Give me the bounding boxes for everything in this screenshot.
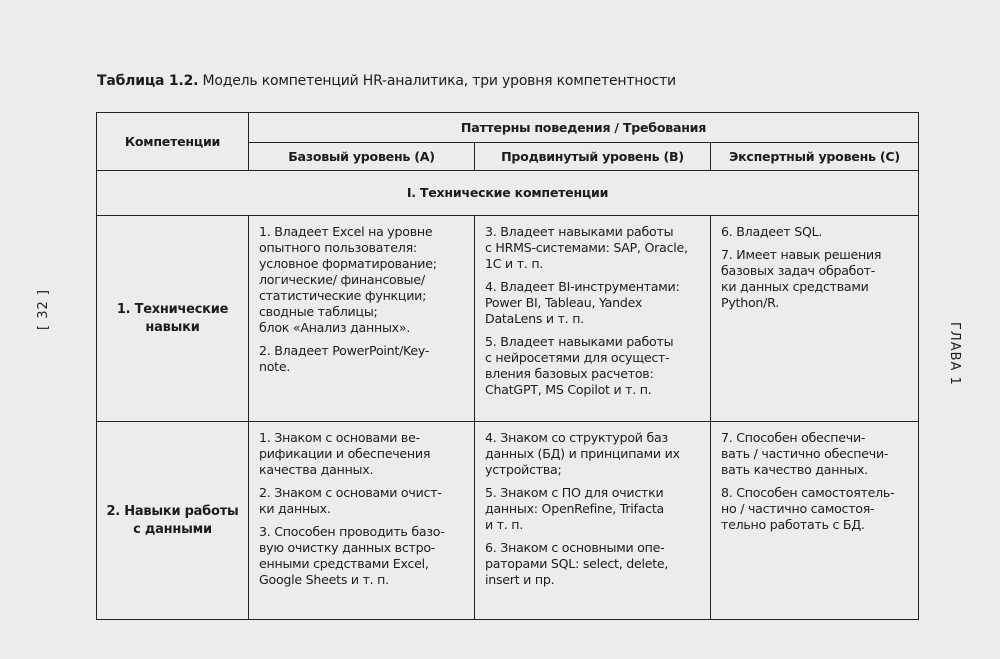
list-item: 7. Имеет навык решения базовых задач обработ- ки данных средствами Python/R. xyxy=(721,247,882,310)
table-row xyxy=(97,216,919,422)
advanced-cell xyxy=(475,422,711,620)
header-level-basic: Базовый уровень (А) xyxy=(249,143,475,171)
list-item: 2. Владеет PowerPoint/Key- note. xyxy=(259,343,430,374)
expert-cell xyxy=(711,216,919,422)
basic-cell xyxy=(249,216,475,422)
row-title xyxy=(97,422,249,620)
caption-text: Модель компетенций HR-аналитика, три уровня компетентности xyxy=(202,73,676,89)
caption-label: Таблица 1.2. xyxy=(97,73,199,89)
list-item: 2. Знаком с основами очист- ки данных. xyxy=(259,485,442,516)
table-caption xyxy=(97,73,676,89)
table-row xyxy=(97,422,919,620)
header-patterns: Паттерны поведения / Требования xyxy=(249,113,919,143)
row-title-text: 2. Навыки работы с данными xyxy=(106,503,239,537)
list-item: 4. Владеет BI-инструментами: Power BI, Tableau, Yandex DataLens и т. п. xyxy=(485,279,680,326)
list-item: 1. Знаком с основами ве- рификации и обеспечения качества данных. xyxy=(259,430,431,477)
header-competencies: Компетенции xyxy=(97,113,249,171)
list-item: 6. Владеет SQL. xyxy=(721,224,823,239)
row-title-text: 1. Технические навыки xyxy=(116,301,229,335)
list-item: 3. Владеет навыками работы с HRMS-системами: SAP, Oracle, 1C и т. п. xyxy=(485,224,688,271)
list-item: 6. Знаком с основными опе- раторами SQL: select, delete, insert и пр. xyxy=(485,540,669,587)
section-header: I. Технические компетенции xyxy=(97,171,919,216)
chapter-label: ГЛАВА 1 xyxy=(947,322,962,386)
list-item: 5. Владеет навыками работы с нейросетями для осущест- вления базовых расчетов: ChatGPT, MS Copilot и т. п. xyxy=(485,334,674,397)
list-item: 5. Знаком с ПО для очистки данных: OpenRefine, Trifacta и т. п. xyxy=(485,485,665,532)
header-level-advanced: Продвинутый уровень (В) xyxy=(475,143,711,171)
header-level-expert: Экспертный уровень (С) xyxy=(711,143,919,171)
advanced-cell xyxy=(475,216,711,422)
list-item: 3. Способен проводить базо- вую очистку данных встро- енными средствами Excel, Google Sheets и т. п. xyxy=(259,524,445,587)
expert-cell xyxy=(711,422,919,620)
list-item: 8. Способен самостоятель- но / частично самостоя- тельно работать с БД. xyxy=(721,485,895,532)
row-title xyxy=(97,216,249,422)
competency-table xyxy=(96,112,919,620)
list-item: 1. Владеет Excel на уровне опытного пользователя: условное форматирование; логические/ финансовые/ статистические функции; сводные таблицы; блок «Анализ данных». xyxy=(259,224,437,335)
page-number: [ 32 ] xyxy=(36,289,51,330)
basic-cell xyxy=(249,422,475,620)
list-item: 4. Знаком со структурой баз данных (БД) и принципами их устройства; xyxy=(485,430,680,477)
list-item: 7. Способен обеспечи- вать / частично обеспечи- вать качество данных. xyxy=(721,430,889,477)
